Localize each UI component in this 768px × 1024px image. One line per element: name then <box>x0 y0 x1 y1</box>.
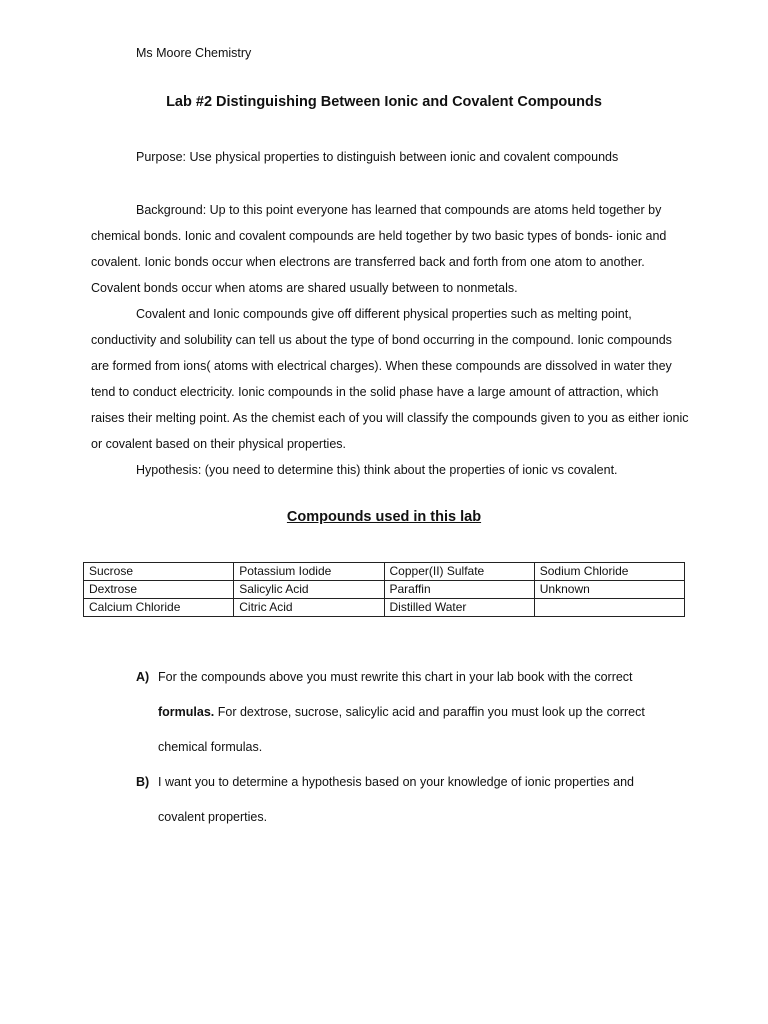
table-cell: Salicylic Acid <box>234 581 384 599</box>
table-cell: Sodium Chloride <box>534 563 684 581</box>
table-cell: Potassium Iodide <box>234 563 384 581</box>
author-line: Ms Moore Chemistry <box>136 46 252 60</box>
list-item-b <box>136 765 696 835</box>
table-cell: Paraffin <box>384 581 534 599</box>
table-cell: Sucrose <box>84 563 234 581</box>
list-item-a <box>136 660 696 765</box>
page-title: Lab #2 Distinguishing Between Ionic and Covalent Compounds <box>166 94 602 110</box>
compounds-heading: Compounds used in this lab <box>286 509 482 525</box>
list-marker-b: B) <box>136 775 150 789</box>
background-paragraph-2: Covalent and Ionic compounds give off different physical properties such as melting point, conductivity and solubility can tell us about the type of bond occurring in the compound. Ionic compounds are formed from ions( atoms with electrical charges). When these compounds are dissolved in water they tend to conduct electricity. Ionic compounds in the solid phase have a large amount of attraction, which raises their melting point. As the chemist each of you will classify the compounds given to you as either ionic or covalent based on their physical properties. <box>91 307 689 451</box>
table-row <box>84 599 685 617</box>
table-cell: Citric Acid <box>234 599 384 617</box>
table-cell: Dextrose <box>84 581 234 599</box>
hypothesis-text: Hypothesis: (you need to determine this) think about the properties of ionic vs covalent. <box>136 463 618 477</box>
instruction-a-text-1: For the compounds above you must rewrite this chart in your lab book with the correct <box>158 670 633 684</box>
background-section <box>91 197 691 483</box>
instruction-a-text-2: formulas. <box>158 705 215 719</box>
table-cell: Copper(II) Sulfate <box>384 563 534 581</box>
instruction-b-text-2: covalent properties. <box>158 810 268 824</box>
instructions-list <box>136 660 696 835</box>
table-cell: Distilled Water <box>384 599 534 617</box>
compounds-table <box>83 562 685 617</box>
purpose-text: Purpose: Use physical properties to distinguish between ionic and covalent compounds <box>136 150 619 164</box>
instruction-b-text-1: I want you to determine a hypothesis based on your knowledge of ionic properties and <box>158 775 634 789</box>
list-marker-a: A) <box>136 670 150 684</box>
table-cell: Unknown <box>534 581 684 599</box>
table-cell <box>534 599 684 617</box>
table-cell: Calcium Chloride <box>84 599 234 617</box>
instruction-a-text-4: chemical formulas. <box>158 740 263 754</box>
table-row <box>84 581 685 599</box>
instruction-a-text-3: For dextrose, sucrose, salicylic acid and paraffin you must look up the correct <box>214 705 645 719</box>
table-row <box>84 563 685 581</box>
background-paragraph-1: Background: Up to this point everyone has learned that compounds are atoms held together by chemical bonds. Ionic and covalent compounds are held together by two basic types of bonds- ionic and covalent. Ionic bonds occur when electrons are transferred back and forth from one atom to another. Covalent bonds occur when atoms are shared usually between to nonmetals. <box>91 203 667 295</box>
